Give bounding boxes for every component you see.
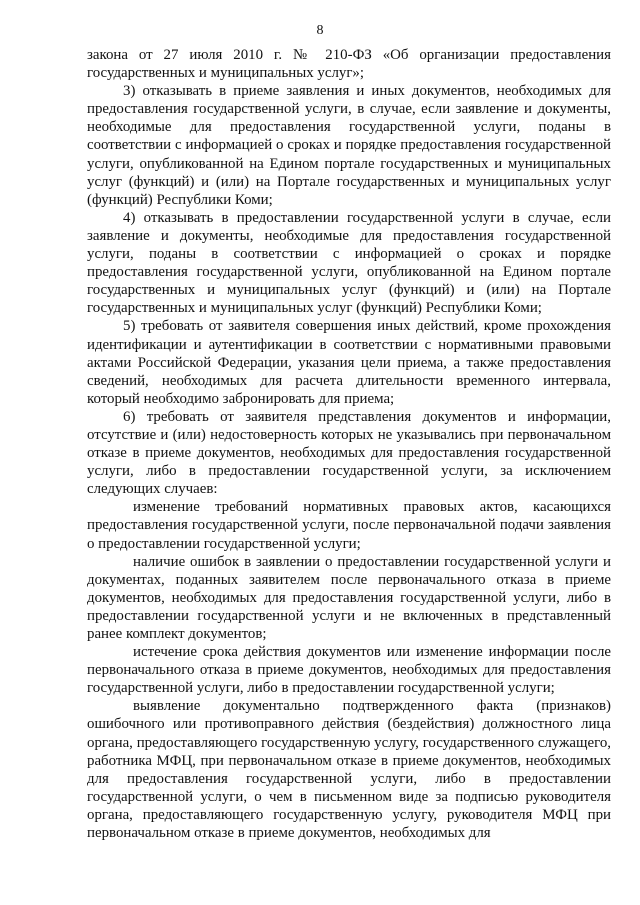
- paragraph-item-5: 5) требовать от заявителя совершения иных действий, кроме прохождения идентификации и аутентификации в соответствии с нормативными правовыми актами Российской Федерации, указания цели приема, а также предоставления сведений, необходимых для расчета длительности временного интервала, который необходимо забронировать для приема;: [87, 318, 611, 407]
- paragraph-exception-errors: наличие ошибок в заявлении о предоставлении государственной услуги и документах, поданных заявителем после первоначального отказа в приеме документов, необходимых для предоставления государственной услуги, либо в предоставлении государственной услуги и не включенных в представленный ранее комплект документов;: [87, 553, 611, 642]
- paragraph-item-3: 3) отказывать в приеме заявления и иных документов, необходимых для предоставления государственной услуги, в случае, если заявление и документы, необходимые для предоставления государственной услуги, поданы в соответствии с информацией о сроках и порядке предоставления государственной услуги, опубликованной на Едином портале государственных и муниципальных услуг (функций) и (или) на Портале государственных и муниципальных услуг (функций) Республики Коми;: [87, 83, 611, 208]
- paragraph-item-6: 6) требовать от заявителя представления документов и информации, отсутствие и (или) недостоверность которых не указывались при первоначальном отказе в приеме документов, необходимых для предоставления государственной услуги, либо в предоставлении государственной услуги, за исключением следующих случаев:: [87, 408, 611, 498]
- paragraph-law-reference: закона от 27 июля 2010 г. № 210-ФЗ «Об организации предоставления государственных и муниципальных услуг»;: [87, 47, 611, 82]
- paragraph-exception-expiry: истечение срока действия документов или изменение информации после первоначального отказа в приеме документов, необходимых для предоставления государственной услуги, либо в предоставлении государственной услуги;: [87, 644, 611, 697]
- paragraph-exception-misconduct: выявление документально подтвержденного факта (признаков) ошибочного или противоправного действия (бездействия) должностного лица органа, предоставляющего государственную услугу, государственного служащего, работника МФЦ, при первоначальном отказе в приеме документов, необходимых для предоставления государственной услуги, либо в предоставлении государственной услуги, о чем в письменном виде за подписью руководителя органа, предоставляющего государственную услугу, руководителя МФЦ при первоначальном отказе в приеме документов, необходимых для: [87, 698, 611, 842]
- paragraph-exception-legal-change: изменение требований нормативных правовых актов, касающихся предоставления государственной услуги, после первоначальной подачи заявления о предоставлении государственной услуги;: [87, 499, 611, 552]
- document-body: [87, 46, 611, 842]
- page-number: 8: [316, 23, 324, 38]
- paragraph-item-4: 4) отказывать в предоставлении государственной услуги в случае, если заявление и документы, необходимые для предоставления государственной услуги, поданы в соответствии с информацией о сроках и порядке предоставления государственной услуги, опубликованной на Едином портале государственных и муниципальных услуг (функций) и (или) на Портале государственных и муниципальных услуг (функций) Республики Коми;: [87, 209, 611, 317]
